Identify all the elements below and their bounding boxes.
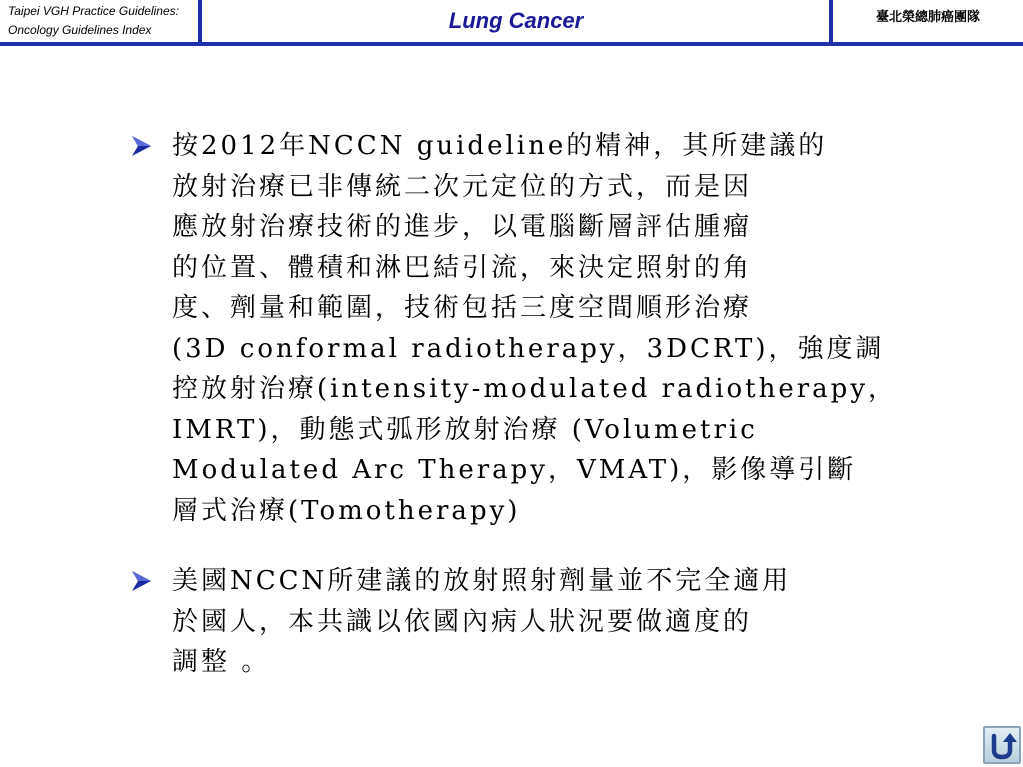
bullet-line: (3D conformal radiotherapy，3DCRT)，強度調	[172, 333, 885, 364]
header-underline	[0, 42, 1023, 46]
return-arrow-icon	[985, 728, 1019, 762]
bullet-line: IMRT)，動態式弧形放射治療 (Volumetric	[172, 414, 758, 445]
page-title: Lung Cancer	[448, 8, 584, 33]
slide-content	[130, 126, 898, 713]
bullet-text	[172, 126, 898, 531]
bullet-line: 放射治療已非傳統二次元定位的方式，而是因	[172, 171, 753, 202]
bullet-line: 美國NCCN所建議的放射照射劑量並不完全適用	[172, 566, 792, 596]
bullet-line: 控放射治療(intensity-modulated radiotherapy，	[172, 374, 898, 404]
bullet-line: Modulated Arc Therapy，VMAT)，影像導引斷	[172, 455, 857, 485]
arrow-bullet-icon	[130, 570, 152, 592]
bullet-line: 度、劑量和範圍，技術包括三度空間順形治療	[172, 293, 753, 323]
bullet-text	[172, 561, 878, 683]
slide-header	[0, 0, 1023, 46]
header-divider-left	[198, 0, 202, 44]
bullet-line: 按2012年NCCN guideline的精神，其所建議的	[172, 131, 828, 161]
bullet-item	[130, 126, 898, 531]
bullet-line: 調整 。	[172, 647, 271, 677]
header-left-line2: Oncology Guidelines Index	[8, 23, 152, 37]
bullet-line: 的位置、體積和淋巴結引流，來決定照射的角	[172, 252, 753, 283]
header-divider-right	[829, 0, 833, 44]
bullet-line: 於國人，本共識以依國內病人狀況要做適度的	[172, 606, 753, 637]
header-left-line1: Taipei VGH Practice Guidelines:	[8, 4, 179, 18]
return-button[interactable]	[983, 726, 1021, 764]
bullet-line: 應放射治療技術的進步，以電腦斷層評估腫瘤	[172, 212, 753, 242]
header-guideline-index	[8, 2, 200, 40]
bullet-line: 層式治療(Tomotherapy)	[172, 495, 521, 526]
arrow-bullet-icon	[130, 135, 152, 157]
header-team-name: 臺北榮總肺癌團隊	[875, 10, 980, 25]
bullet-item	[130, 561, 882, 683]
